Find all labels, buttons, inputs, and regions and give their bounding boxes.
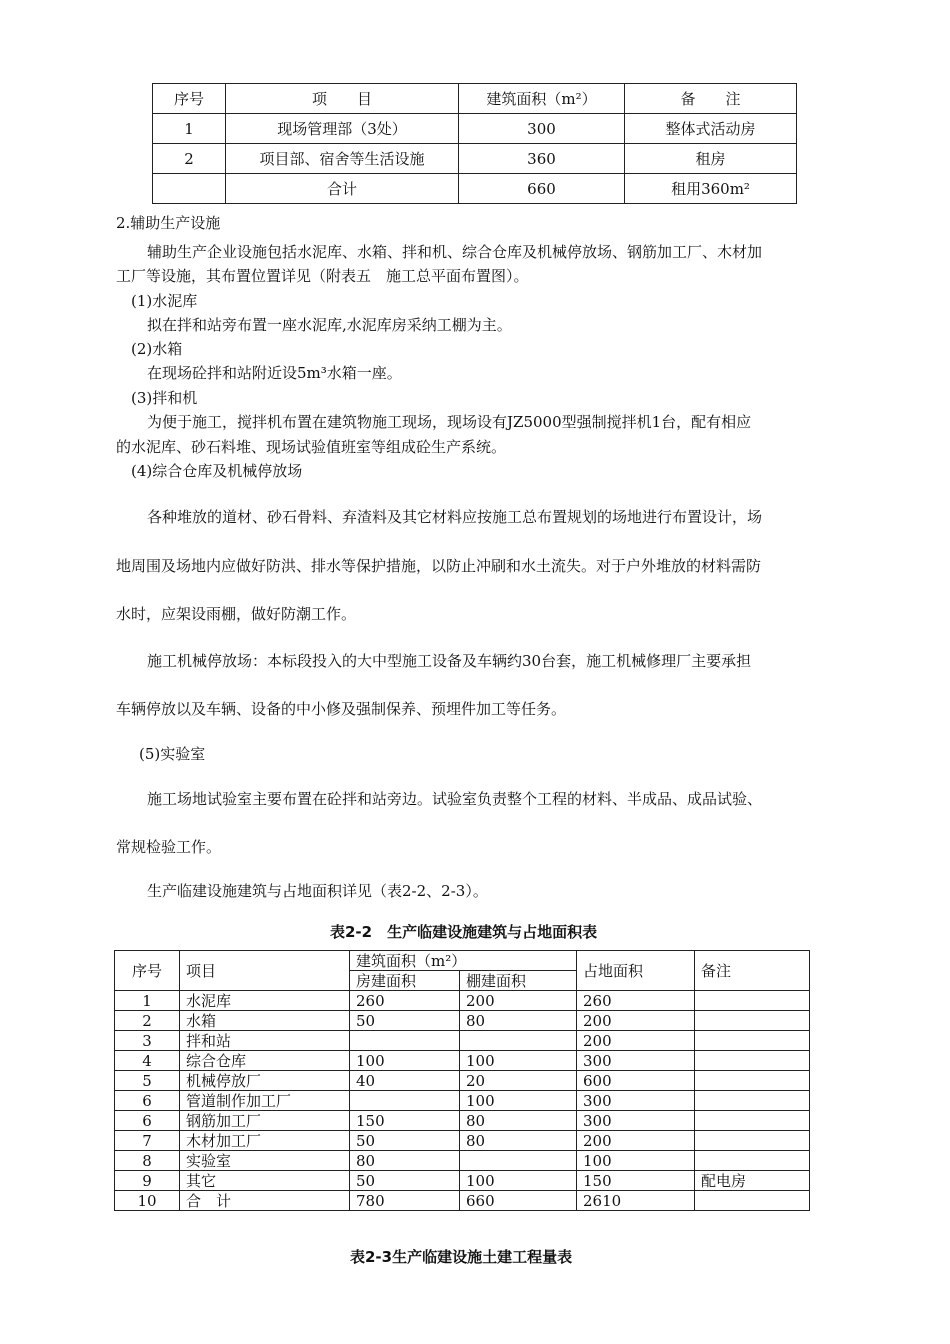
paragraph-line: 生产临建设施建筑与占地面积详见（表2-2、2-3）。 — [147, 882, 488, 900]
table-row — [153, 174, 797, 204]
table-cell: 综合仓库 — [180, 1051, 350, 1071]
table-cell: 木材加工厂 — [180, 1131, 350, 1151]
table-cell: 80 — [460, 1111, 577, 1131]
paragraph-line: 工厂等设施，其布置位置详见（附表五 施工总平面布置图）。 — [116, 267, 529, 285]
paragraph-line: 拟在拌和站旁布置一座水泥库,水泥库房采纳工棚为主。 — [147, 316, 512, 334]
table-cell — [350, 1091, 460, 1111]
table-cell: 40 — [350, 1071, 460, 1091]
subsection-heading: (2)水箱 — [131, 340, 183, 358]
table-cell — [460, 1031, 577, 1051]
table-cell: 660 — [459, 174, 625, 204]
table-caption: 表2-3生产临建设施土建工程量表 — [350, 1248, 573, 1266]
subsection-heading: (1)水泥库 — [131, 292, 198, 310]
table-cell: 1 — [115, 991, 180, 1011]
table-cell — [695, 1011, 810, 1031]
paragraph-line: 车辆停放以及车辆、设备的中小修及强制保养、预埋件加工等任务。 — [116, 700, 567, 718]
table-cell: 9 — [115, 1171, 180, 1191]
table-row — [153, 144, 797, 174]
table-cell: 钢筋加工厂 — [180, 1111, 350, 1131]
table-cell: 780 — [350, 1191, 460, 1211]
table-cell: 10 — [115, 1191, 180, 1211]
header-cell: 项 目 — [226, 84, 459, 114]
table-header-row — [115, 951, 810, 971]
table-row — [115, 1031, 810, 1051]
paragraph-line: 施工场地试验室主要布置在砼拌和站旁边。试验室负责整个工程的材料、半成品、成品试验、 — [147, 790, 763, 808]
header-cell: 占地面积 — [577, 951, 695, 991]
table-cell: 现场管理部（3处） — [226, 114, 459, 144]
table-cell: 100 — [460, 1091, 577, 1111]
table-row — [115, 1111, 810, 1131]
table-cell: 200 — [577, 1031, 695, 1051]
header-cell: 房建面积 — [350, 971, 460, 991]
subsection-heading: (4)综合仓库及机械停放场 — [131, 462, 303, 480]
header-cell: 序号 — [115, 951, 180, 991]
paragraph-line: 施工机械停放场：本标段投入的大中型施工设备及车辆约30台套，施工机械修理厂主要承担 — [147, 652, 752, 670]
header-cell: 备注 — [695, 951, 810, 991]
table-cell: 水泥库 — [180, 991, 350, 1011]
table-row — [115, 1131, 810, 1151]
table-cell: 50 — [350, 1011, 460, 1031]
table-cell — [695, 1131, 810, 1151]
table-cell: 200 — [577, 1131, 695, 1151]
header-cell: 项目 — [180, 951, 350, 991]
table-cell: 2610 — [577, 1191, 695, 1211]
header-cell: 备 注 — [625, 84, 797, 114]
paragraph-line: 水时，应架设雨棚，做好防潮工作。 — [116, 605, 357, 623]
header-cell: 建筑面积（m²） — [350, 951, 577, 971]
production-facilities-table — [114, 950, 810, 1211]
table-row — [153, 114, 797, 144]
table-cell: 6 — [115, 1091, 180, 1111]
table-cell: 实验室 — [180, 1151, 350, 1171]
table-cell: 项目部、宿舍等生活设施 — [226, 144, 459, 174]
table-cell — [350, 1031, 460, 1051]
table-cell: 配电房 — [695, 1171, 810, 1191]
table-cell: 100 — [460, 1171, 577, 1191]
table-cell: 整体式活动房 — [625, 114, 797, 144]
living-facilities-table — [152, 83, 797, 204]
table-cell: 260 — [350, 991, 460, 1011]
table-row — [115, 1191, 810, 1211]
table-row — [115, 1091, 810, 1111]
paragraph-line: 在现场砼拌和站附近设5m³水箱一座。 — [147, 364, 402, 382]
table-row — [115, 1151, 810, 1171]
subsection-heading: (5)实验室 — [139, 745, 206, 763]
table-cell: 机械停放厂 — [180, 1071, 350, 1091]
paragraph-line: 的水泥库、砂石料堆、现场试验值班室等组成砼生产系统。 — [116, 438, 507, 456]
header-cell: 序号 — [153, 84, 226, 114]
table-cell — [460, 1151, 577, 1171]
table-cell: 租房 — [625, 144, 797, 174]
table-cell: 80 — [460, 1131, 577, 1151]
header-cell: 棚建面积 — [460, 971, 577, 991]
table-caption: 表2-2 生产临建设施建筑与占地面积表 — [330, 923, 598, 941]
table-cell: 300 — [459, 114, 625, 144]
table-cell — [695, 1051, 810, 1071]
table-cell — [695, 1071, 810, 1091]
subsection-heading: (3)拌和机 — [131, 389, 198, 407]
table-cell: 150 — [350, 1111, 460, 1131]
table-cell — [695, 991, 810, 1011]
table-cell: 7 — [115, 1131, 180, 1151]
table-cell — [695, 1111, 810, 1131]
table-cell: 80 — [460, 1011, 577, 1031]
table-cell: 100 — [577, 1151, 695, 1171]
table-cell: 4 — [115, 1051, 180, 1071]
table-cell: 合 计 — [180, 1191, 350, 1211]
paragraph-line: 常规检验工作。 — [116, 838, 222, 856]
paragraph-line: 地周围及场地内应做好防洪、排水等保护措施，以防止冲刷和水土流失。对于户外堆放的材料需防 — [116, 557, 762, 575]
table-row — [115, 1051, 810, 1071]
table-cell — [695, 1031, 810, 1051]
table-cell: 3 — [115, 1031, 180, 1051]
table-cell — [695, 1151, 810, 1171]
table-cell: 其它 — [180, 1171, 350, 1191]
table-cell: 20 — [460, 1071, 577, 1091]
table-row — [115, 1071, 810, 1091]
paragraph-line: 为便于施工，搅拌机布置在建筑物施工现场，现场设有JZ5000型强制搅拌机1台，配有相应 — [147, 413, 752, 431]
table-cell: 管道制作加工厂 — [180, 1091, 350, 1111]
table-row — [115, 1011, 810, 1031]
table-cell: 50 — [350, 1171, 460, 1191]
table-cell: 1 — [153, 114, 226, 144]
table-cell: 拌和站 — [180, 1031, 350, 1051]
table-cell: 租用360m² — [625, 174, 797, 204]
paragraph-line: 辅助生产企业设施包括水泥库、水箱、拌和机、综合仓库及机械停放场、钢筋加工厂、木材加 — [147, 243, 763, 261]
table-row — [115, 1171, 810, 1191]
table-cell: 2 — [115, 1011, 180, 1031]
table-cell: 600 — [577, 1071, 695, 1091]
table-cell — [695, 1191, 810, 1211]
table-cell: 260 — [577, 991, 695, 1011]
table-header-row — [153, 84, 797, 114]
table-cell: 360 — [459, 144, 625, 174]
section-heading: 2.辅助生产设施 — [116, 214, 221, 232]
table-cell: 水箱 — [180, 1011, 350, 1031]
table-cell: 300 — [577, 1091, 695, 1111]
table-cell — [695, 1091, 810, 1111]
table-cell: 100 — [460, 1051, 577, 1071]
table-cell: 200 — [577, 1011, 695, 1031]
table-cell: 6 — [115, 1111, 180, 1131]
table-cell: 100 — [350, 1051, 460, 1071]
table-cell: 660 — [460, 1191, 577, 1211]
table-cell: 8 — [115, 1151, 180, 1171]
table-cell: 200 — [460, 991, 577, 1011]
table-cell: 300 — [577, 1051, 695, 1071]
table-cell: 300 — [577, 1111, 695, 1131]
header-cell: 建筑面积（m²） — [459, 84, 625, 114]
table-cell: 2 — [153, 144, 226, 174]
table-cell — [153, 174, 226, 204]
table-row — [115, 991, 810, 1011]
table-cell: 合计 — [226, 174, 459, 204]
paragraph-line: 各种堆放的道材、砂石骨料、弃渣料及其它材料应按施工总布置规划的场地进行布置设计，场 — [147, 508, 763, 526]
table-cell: 80 — [350, 1151, 460, 1171]
table-cell: 50 — [350, 1131, 460, 1151]
table-cell: 5 — [115, 1071, 180, 1091]
table-cell: 150 — [577, 1171, 695, 1191]
